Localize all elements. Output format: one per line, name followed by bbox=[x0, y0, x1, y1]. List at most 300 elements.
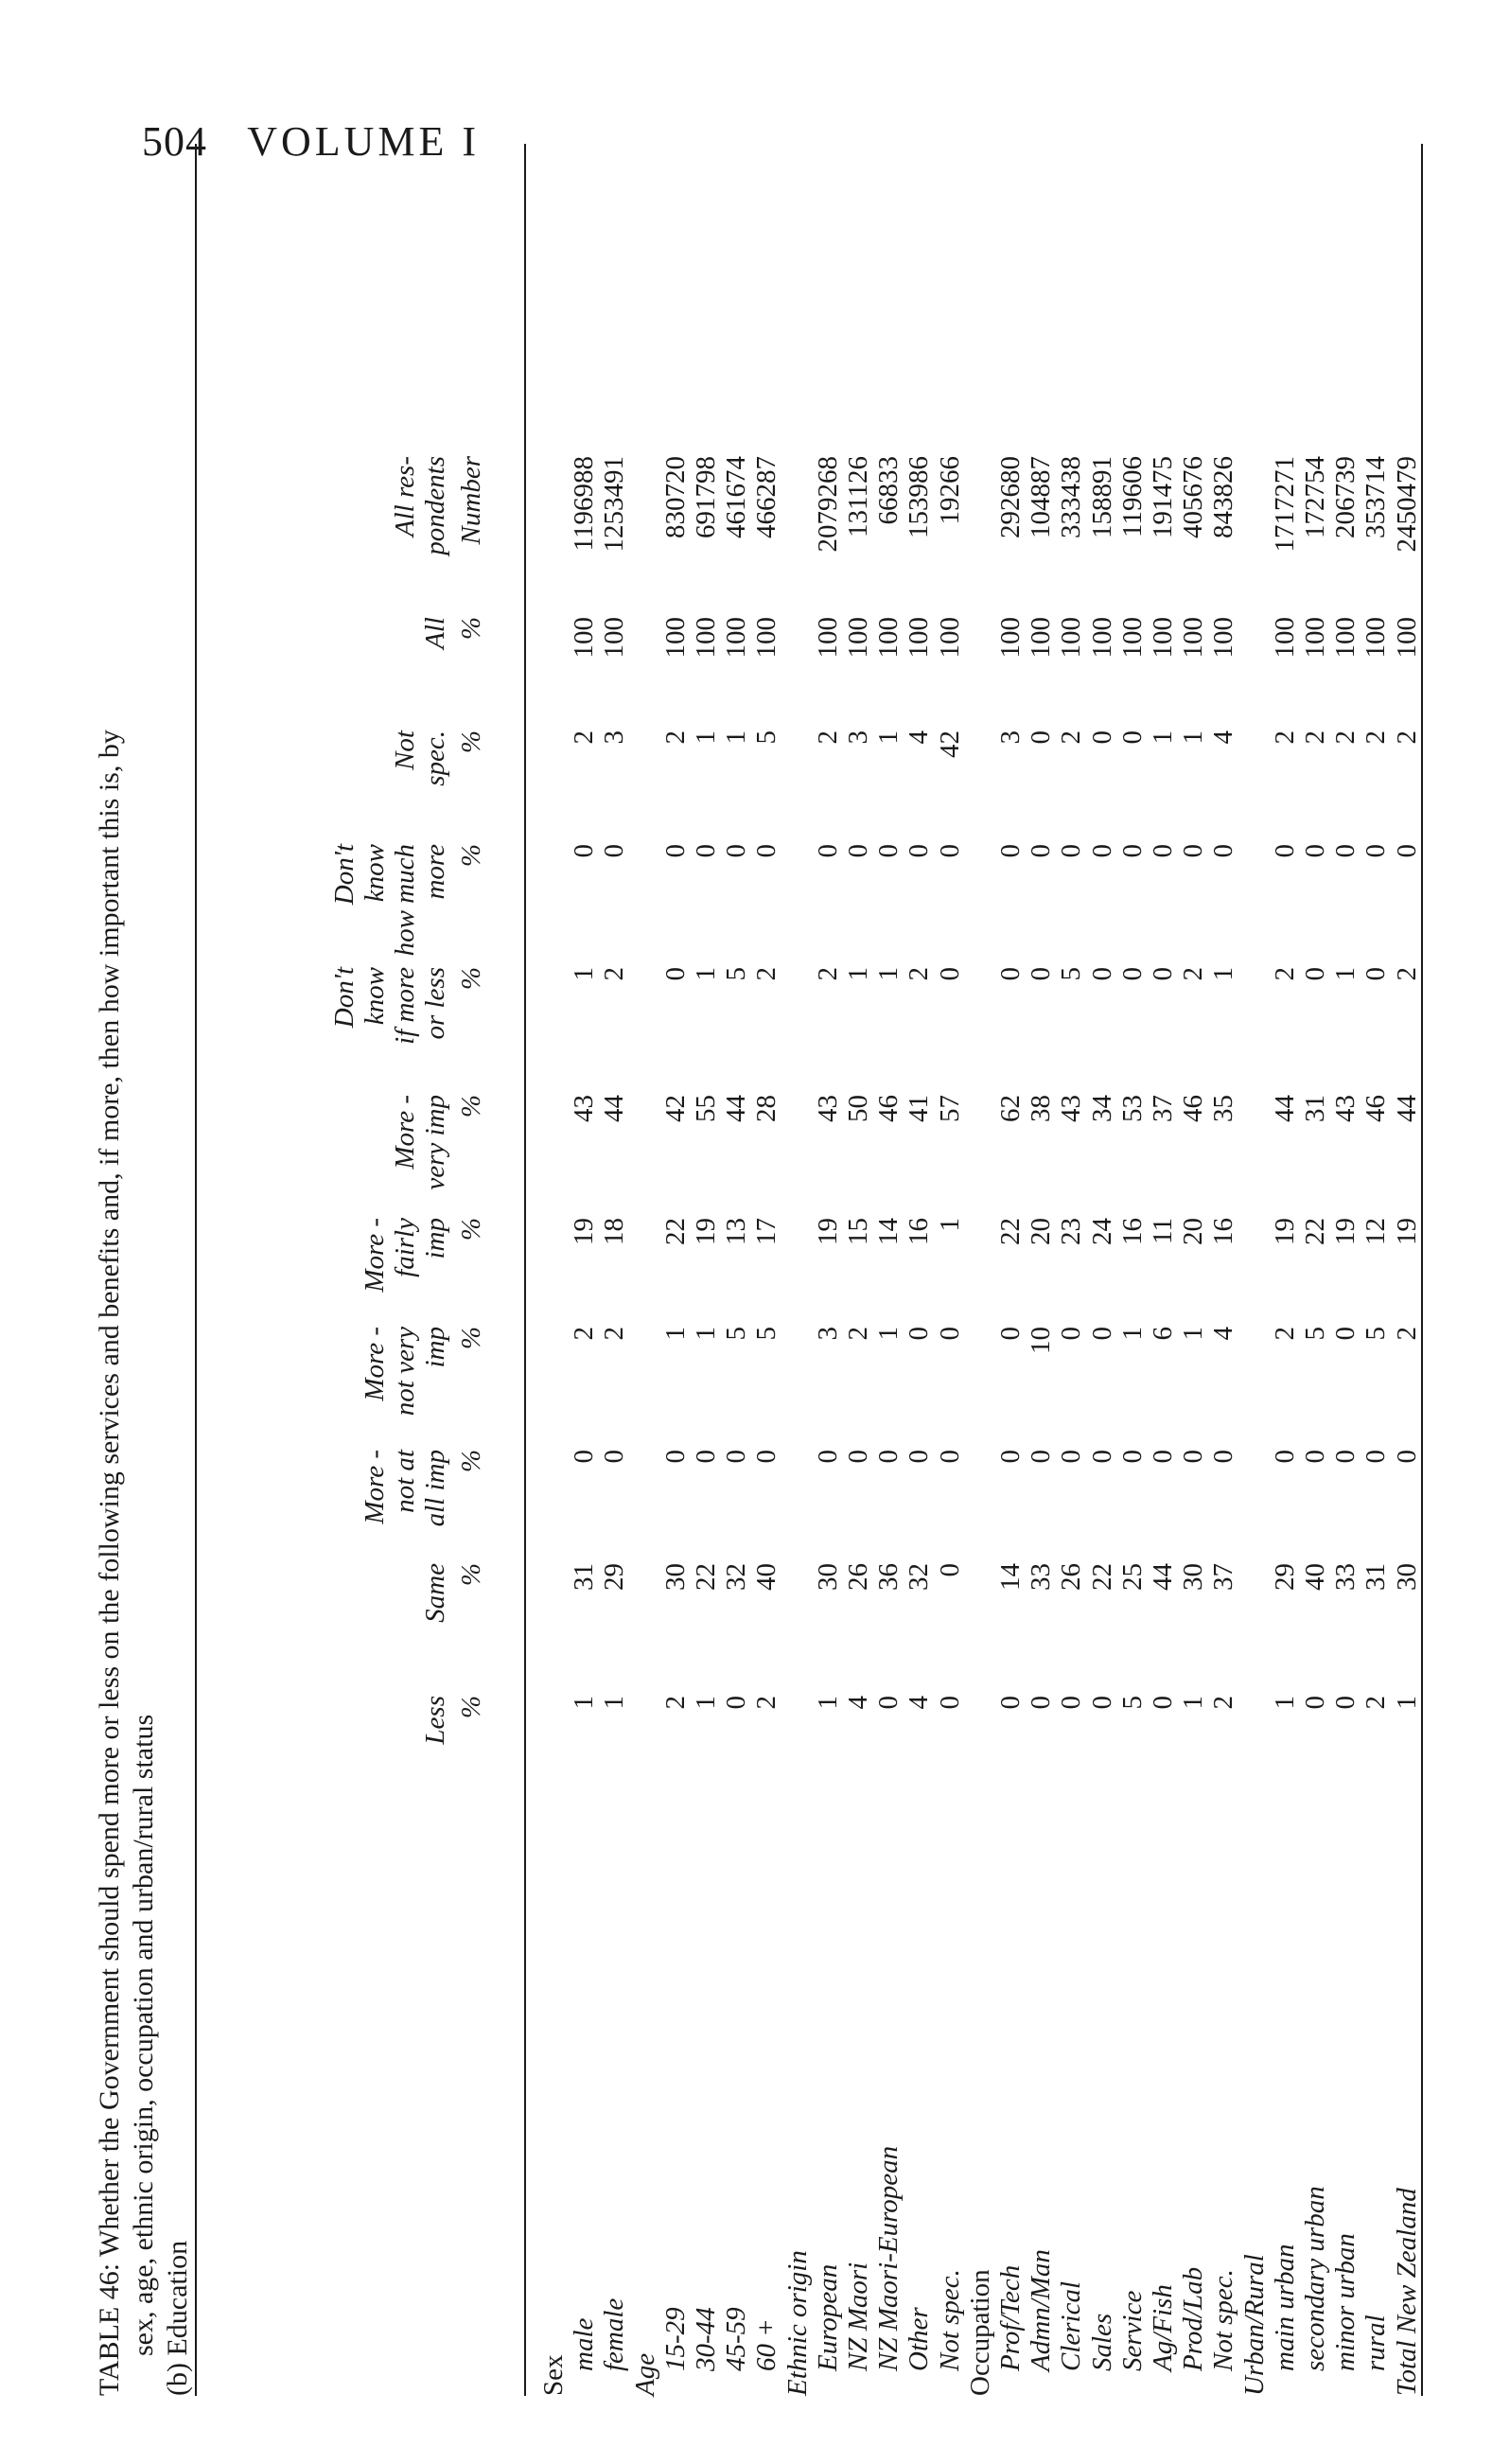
table-cell: 20 bbox=[1026, 1218, 1057, 1245]
table-cell: 100 bbox=[1360, 617, 1392, 659]
column-header-line: More - bbox=[360, 1218, 390, 1293]
table-cell: 1 bbox=[691, 967, 721, 981]
table-cell: 2 bbox=[1330, 730, 1361, 745]
table-cell: 100 bbox=[1391, 617, 1422, 659]
table-cell: 2 bbox=[1269, 730, 1300, 745]
row-label: Ag/Fish bbox=[1148, 2284, 1178, 2371]
table-cell: 0 bbox=[1330, 1327, 1361, 1341]
table-cell: 29 bbox=[1269, 1563, 1300, 1591]
column-header-line bbox=[360, 617, 390, 768]
table-cell: 1 bbox=[569, 967, 600, 981]
row-label: Prof/Tech bbox=[995, 2264, 1026, 2371]
row-label: Service bbox=[1116, 2290, 1148, 2371]
table-cell: 0 bbox=[1208, 844, 1239, 858]
column-header-line: pondents bbox=[420, 456, 450, 555]
table-cell: 24 bbox=[1086, 1218, 1117, 1245]
table-cell: 0 bbox=[1086, 1327, 1117, 1341]
table-cell: 2 bbox=[569, 730, 600, 745]
table-cell: 0 bbox=[1300, 1450, 1330, 1464]
table-cell: 12 bbox=[1360, 1218, 1392, 1245]
table-cell: 0 bbox=[995, 1450, 1026, 1464]
table-cell: 100 bbox=[1330, 617, 1361, 659]
table-cell: 22 bbox=[659, 1218, 691, 1245]
column-header-line: Don't bbox=[329, 844, 360, 906]
row-label: NZ Maori-European bbox=[873, 2145, 904, 2371]
table-cell: 0 bbox=[1026, 1696, 1057, 1710]
table-cell: 0 bbox=[721, 844, 752, 858]
volume-title: VOLUME I bbox=[247, 118, 481, 165]
table-cell: 153986 bbox=[904, 456, 935, 538]
table-cell: 0 bbox=[1208, 1450, 1239, 1464]
table-cell: 0 bbox=[751, 844, 782, 858]
table-cell: 100 bbox=[1026, 617, 1057, 659]
table-cell: 0 bbox=[1086, 1450, 1117, 1464]
table-cell: 42 bbox=[659, 1095, 691, 1122]
table-row bbox=[1086, 144, 1118, 2396]
table-cell: 405676 bbox=[1178, 456, 1209, 538]
table-cell: 5 bbox=[1360, 1327, 1392, 1341]
table-cell: 0 bbox=[569, 844, 600, 858]
column-header-line: know bbox=[360, 967, 390, 1026]
column-unit: % bbox=[456, 1563, 486, 1587]
table-cell: 55 bbox=[691, 1095, 721, 1122]
table-cell: 22 bbox=[691, 1563, 721, 1591]
table-cell: 0 bbox=[1026, 1450, 1057, 1464]
table-cell: 0 bbox=[1360, 967, 1392, 981]
table-cell: 100 bbox=[904, 617, 935, 659]
table-cell: 43 bbox=[1056, 1095, 1087, 1122]
table-row bbox=[1055, 144, 1087, 2396]
table-row bbox=[598, 144, 630, 2396]
table-row bbox=[903, 144, 935, 2396]
table-cell: 1 bbox=[1391, 1696, 1422, 1710]
table-cell: 26 bbox=[843, 1563, 873, 1591]
table-cell: 2 bbox=[1056, 730, 1087, 745]
table-cell: 100 bbox=[1116, 617, 1148, 659]
table-row bbox=[1360, 144, 1392, 2396]
table-cell: 2 bbox=[1360, 730, 1392, 745]
table-cell: 0 bbox=[1178, 844, 1209, 858]
table-cell: 0 bbox=[1391, 1450, 1422, 1464]
table-row bbox=[781, 144, 814, 2396]
table-cell: 16 bbox=[904, 1218, 935, 1245]
column-header-line: Same bbox=[420, 1563, 450, 1623]
column-unit: % bbox=[456, 1450, 486, 1473]
row-label: Admn/Man bbox=[1026, 2249, 1057, 2371]
table-cell: 2 bbox=[659, 730, 691, 745]
table-cell: 3 bbox=[599, 730, 630, 745]
row-label: Prod/Lab bbox=[1178, 2266, 1209, 2371]
row-label: 45-59 bbox=[721, 2307, 752, 2371]
row-label: NZ Maori bbox=[843, 2262, 873, 2371]
table-cell: 0 bbox=[1086, 1696, 1117, 1710]
table-cell: 0 bbox=[1116, 967, 1148, 981]
table-cell: 0 bbox=[904, 844, 935, 858]
table-cell: 30 bbox=[812, 1563, 843, 1591]
table-cell: 16 bbox=[1116, 1218, 1148, 1245]
table-cell: 333438 bbox=[1056, 456, 1087, 538]
table-row bbox=[1238, 144, 1271, 2396]
column-unit: % bbox=[456, 1218, 486, 1241]
table-cell: 2 bbox=[812, 967, 843, 981]
table-cell: 1 bbox=[1178, 730, 1209, 745]
table-cell: 0 bbox=[1026, 730, 1057, 745]
table-cell: 100 bbox=[1178, 617, 1209, 659]
column-unit: % bbox=[456, 967, 486, 991]
table-cell: 5 bbox=[721, 967, 752, 981]
table-cell: 100 bbox=[812, 617, 843, 659]
table-cell: 100 bbox=[873, 617, 904, 659]
table-cell: 461674 bbox=[721, 456, 752, 538]
table-cell: 10 bbox=[1026, 1327, 1057, 1354]
table-cell: 2 bbox=[569, 1327, 600, 1341]
table-cell: 0 bbox=[1056, 1450, 1087, 1464]
table-cell: 0 bbox=[1086, 730, 1117, 745]
table-cell: 0 bbox=[995, 844, 1026, 858]
table-row bbox=[659, 144, 692, 2396]
table-cell: 0 bbox=[904, 1327, 935, 1341]
table-cell: 19 bbox=[1391, 1218, 1422, 1245]
table-cell: 43 bbox=[812, 1095, 843, 1122]
table-cell: 1 bbox=[1116, 1327, 1148, 1341]
table-cell: 0 bbox=[1360, 844, 1392, 858]
table-row bbox=[1025, 144, 1057, 2396]
table-cell: 100 bbox=[1269, 617, 1300, 659]
table-cell: 292680 bbox=[995, 456, 1026, 538]
row-label: 60 + bbox=[751, 2318, 782, 2371]
table-row bbox=[934, 144, 966, 2396]
table-cell: 30 bbox=[1178, 1563, 1209, 1591]
row-label: Age bbox=[629, 2352, 660, 2396]
table-cell: 100 bbox=[995, 617, 1026, 659]
table-cell: 0 bbox=[659, 1450, 691, 1464]
table-cell: 0 bbox=[659, 844, 691, 858]
table-cell: 14 bbox=[995, 1563, 1026, 1591]
column-unit: % bbox=[456, 1327, 486, 1350]
table-cell: 0 bbox=[1056, 1327, 1087, 1341]
page-number: 504 bbox=[142, 118, 207, 165]
table-cell: 1196988 bbox=[569, 456, 600, 552]
row-label: Not spec. bbox=[1208, 2269, 1239, 2371]
column-header-line: imp bbox=[420, 1218, 450, 1259]
table-cell: 100 bbox=[1148, 617, 1178, 659]
table-cell: 0 bbox=[721, 1696, 752, 1710]
column-header-line: More - bbox=[360, 1450, 390, 1524]
table-cell: 19 bbox=[1269, 1218, 1300, 1245]
table-cell: 1 bbox=[569, 1696, 600, 1710]
header-rule bbox=[524, 144, 526, 2396]
table-cell: 0 bbox=[1148, 967, 1178, 981]
table-cell: 1 bbox=[1269, 1696, 1300, 1710]
table-cell: 2 bbox=[751, 1696, 782, 1710]
row-label: secondary urban bbox=[1300, 2186, 1330, 2371]
rotated-table bbox=[85, 125, 1429, 2396]
table-row bbox=[1177, 144, 1209, 2396]
table-cell: 4 bbox=[904, 1696, 935, 1710]
table-cell: 2 bbox=[599, 967, 630, 981]
column-unit: % bbox=[456, 1696, 486, 1719]
table-cell: 2 bbox=[904, 967, 935, 981]
table-row bbox=[629, 144, 661, 2396]
table-row bbox=[812, 144, 844, 2396]
table-row bbox=[842, 144, 874, 2396]
table-cell: 35 bbox=[1208, 1095, 1239, 1122]
table-cell: 26 bbox=[1056, 1563, 1087, 1591]
table-cell: 0 bbox=[934, 967, 965, 981]
table-row bbox=[964, 144, 996, 2396]
table-cell: 4 bbox=[1208, 730, 1239, 745]
table-cell: 0 bbox=[1056, 1696, 1087, 1710]
table-cell: 2 bbox=[1360, 1696, 1392, 1710]
table-row bbox=[750, 144, 782, 2396]
table-cell: 22 bbox=[1300, 1218, 1330, 1245]
table-cell: 100 bbox=[843, 617, 873, 659]
table-cell: 5 bbox=[751, 1327, 782, 1341]
table-cell: 100 bbox=[721, 617, 752, 659]
table-cell: 44 bbox=[1391, 1095, 1422, 1122]
table-cell: 2 bbox=[659, 1696, 691, 1710]
table-row bbox=[1329, 144, 1361, 2396]
table-cell: 33 bbox=[1026, 1563, 1057, 1591]
table-row bbox=[690, 144, 722, 2396]
table-cell: 1717271 bbox=[1269, 456, 1300, 553]
table-cell: 4 bbox=[843, 1696, 873, 1710]
table-cell: 0 bbox=[1026, 844, 1057, 858]
column-header-line: More - bbox=[390, 1095, 420, 1170]
table-cell: 41 bbox=[904, 1095, 935, 1122]
row-label: Not spec. bbox=[934, 2269, 965, 2371]
table-cell: 50 bbox=[843, 1095, 873, 1122]
table-cell: 3 bbox=[843, 730, 873, 745]
table-cell: 0 bbox=[1330, 844, 1361, 858]
table-cell: 44 bbox=[1148, 1563, 1178, 1591]
table-cell: 1 bbox=[1178, 1696, 1209, 1710]
top-rule bbox=[195, 144, 197, 2396]
table-cell: 5 bbox=[751, 730, 782, 745]
table-cell: 131126 bbox=[843, 456, 873, 537]
table-cell: 100 bbox=[751, 617, 782, 659]
column-unit: % bbox=[456, 1095, 486, 1118]
column-header-line: Not bbox=[390, 730, 420, 770]
table-cell: 31 bbox=[569, 1563, 600, 1591]
table-row bbox=[537, 144, 570, 2396]
table-cell: 0 bbox=[843, 1450, 873, 1464]
table-cell: 2 bbox=[1178, 967, 1209, 981]
table-cell: 37 bbox=[1148, 1095, 1178, 1122]
table-cell: 19 bbox=[812, 1218, 843, 1245]
table-cell: 46 bbox=[1360, 1095, 1392, 1122]
column-unit: % bbox=[456, 617, 486, 641]
table-cell: 0 bbox=[934, 1696, 965, 1710]
table-cell: 43 bbox=[1330, 1095, 1361, 1122]
table-row bbox=[1391, 144, 1423, 2396]
table-row bbox=[994, 144, 1027, 2396]
caption-line-3: (b) Education bbox=[162, 2240, 193, 2396]
table-cell: 2079268 bbox=[812, 456, 843, 553]
row-label: main urban bbox=[1269, 2244, 1300, 2371]
table-cell: 6 bbox=[1148, 1327, 1178, 1341]
table-cell: 0 bbox=[1116, 1450, 1148, 1464]
column-header-line: or less bbox=[420, 967, 450, 1040]
column-header-line: spec. bbox=[420, 730, 450, 786]
table-cell: 0 bbox=[599, 1450, 630, 1464]
table-cell: 0 bbox=[934, 1450, 965, 1464]
table-caption bbox=[93, 144, 195, 2396]
table-cell: 100 bbox=[569, 617, 600, 659]
table-cell: 0 bbox=[1086, 967, 1117, 981]
row-label: Other bbox=[904, 2307, 935, 2371]
table-cell: 1253491 bbox=[599, 456, 630, 553]
table-cell: 22 bbox=[995, 1218, 1026, 1245]
column-unit: Number bbox=[456, 456, 486, 545]
table-cell: 62 bbox=[995, 1095, 1026, 1122]
table-cell: 100 bbox=[1300, 617, 1330, 659]
table-cell: 0 bbox=[1178, 1450, 1209, 1464]
table-cell: 0 bbox=[691, 844, 721, 858]
table-cell: 30 bbox=[659, 1563, 691, 1591]
table-cell: 206739 bbox=[1330, 456, 1361, 538]
table-cell: 1 bbox=[873, 730, 904, 745]
table-cell: 0 bbox=[1269, 1450, 1300, 1464]
table-cell: 0 bbox=[843, 844, 873, 858]
column-unit: % bbox=[456, 844, 486, 868]
table-row bbox=[568, 144, 600, 2396]
table-cell: 1 bbox=[873, 967, 904, 981]
table-cell: 0 bbox=[721, 1450, 752, 1464]
table-cell: 43 bbox=[569, 1095, 600, 1122]
table-cell: 1 bbox=[599, 1696, 630, 1710]
table-cell: 2 bbox=[1269, 967, 1300, 981]
table-cell: 1 bbox=[1208, 967, 1239, 981]
table-cell: 3 bbox=[995, 730, 1026, 745]
table-cell: 1 bbox=[1148, 730, 1178, 745]
table-cell: 0 bbox=[1330, 1696, 1361, 1710]
table-cell: 100 bbox=[659, 617, 691, 659]
column-header-line: know bbox=[360, 844, 390, 903]
table-cell: 46 bbox=[1178, 1095, 1209, 1122]
table-cell: 172754 bbox=[1300, 456, 1330, 538]
column-unit: % bbox=[456, 730, 486, 754]
table-cell: 100 bbox=[934, 617, 965, 659]
table-cell: 38 bbox=[1026, 1095, 1057, 1122]
table-cell: 20 bbox=[1178, 1218, 1209, 1245]
table-cell: 22 bbox=[1086, 1563, 1117, 1591]
table-cell: 0 bbox=[1391, 844, 1422, 858]
table-cell: 0 bbox=[1300, 1696, 1330, 1710]
table-cell: 1 bbox=[934, 1218, 965, 1232]
table-cell: 0 bbox=[1300, 844, 1330, 858]
table-cell: 17 bbox=[751, 1218, 782, 1245]
table-cell: 1 bbox=[1330, 967, 1361, 981]
table-cell: 0 bbox=[934, 844, 965, 858]
table-cell: 19 bbox=[569, 1218, 600, 1245]
table-cell: 0 bbox=[995, 1696, 1026, 1710]
table-cell: 0 bbox=[1330, 1450, 1361, 1464]
table-cell: 2450479 bbox=[1391, 456, 1422, 553]
table-cell: 32 bbox=[721, 1563, 752, 1591]
table-cell: 0 bbox=[691, 1450, 721, 1464]
table-cell: 1 bbox=[659, 1327, 691, 1341]
row-label: 15-29 bbox=[659, 2307, 691, 2371]
table-cell: 40 bbox=[751, 1563, 782, 1591]
row-label: Occupation bbox=[964, 2269, 995, 2396]
table-cell: 0 bbox=[659, 967, 691, 981]
table-cell: 191475 bbox=[1148, 456, 1178, 538]
table-cell: 23 bbox=[1056, 1218, 1087, 1245]
column-header-line: Don't bbox=[329, 967, 360, 1029]
column-header-line: fairly bbox=[390, 1218, 420, 1277]
table-row bbox=[1299, 144, 1331, 2396]
table-cell: 32 bbox=[904, 1563, 935, 1591]
column-header-line: more bbox=[420, 844, 450, 900]
row-label: European bbox=[812, 2263, 843, 2371]
table-cell: 104887 bbox=[1026, 456, 1057, 538]
table-cell: 2 bbox=[843, 1327, 873, 1341]
table-cell: 1 bbox=[721, 730, 752, 745]
table-cell: 44 bbox=[721, 1095, 752, 1122]
table-row bbox=[872, 144, 904, 2396]
column-header bbox=[329, 456, 486, 607]
table-cell: 2 bbox=[1208, 1696, 1239, 1710]
table-cell: 2 bbox=[1300, 730, 1330, 745]
table-cell: 0 bbox=[1116, 844, 1148, 858]
table-cell: 158891 bbox=[1086, 456, 1117, 538]
table-cell: 42 bbox=[934, 730, 965, 758]
table-cell: 100 bbox=[1056, 617, 1087, 659]
row-label: Ethnic origin bbox=[781, 2250, 813, 2396]
table-cell: 5 bbox=[1056, 967, 1087, 981]
row-label: Sex bbox=[538, 2354, 569, 2396]
row-label: female bbox=[599, 2297, 630, 2371]
table-cell: 0 bbox=[1116, 730, 1148, 745]
row-label: Sales bbox=[1086, 2313, 1117, 2371]
table-cell: 5 bbox=[1116, 1696, 1148, 1710]
row-label: 30-44 bbox=[691, 2307, 721, 2371]
table-cell: 691798 bbox=[691, 456, 721, 538]
row-label: Urban/Rural bbox=[1238, 2254, 1270, 2396]
table-cell: 3 bbox=[812, 1327, 843, 1341]
table-cell: 0 bbox=[569, 1450, 600, 1464]
column-header-line bbox=[360, 456, 390, 607]
table-cell: 0 bbox=[1269, 844, 1300, 858]
table-cell: 2 bbox=[599, 1327, 630, 1341]
column-header-line: All bbox=[420, 617, 450, 649]
row-label: rural bbox=[1360, 2314, 1392, 2371]
table-cell: 0 bbox=[904, 1450, 935, 1464]
row-label: minor urban bbox=[1330, 2233, 1361, 2371]
table-cell: 66833 bbox=[873, 456, 904, 525]
table-cell: 25 bbox=[1116, 1563, 1148, 1591]
column-header-line: Less bbox=[420, 1696, 450, 1745]
table-cell: 1 bbox=[873, 1327, 904, 1341]
table-cell: 2 bbox=[1269, 1327, 1300, 1341]
table-cell: 2 bbox=[1391, 1327, 1422, 1341]
table-cell: 466287 bbox=[751, 456, 782, 538]
table-cell: 353714 bbox=[1360, 456, 1392, 538]
table-cell: 0 bbox=[1360, 1450, 1392, 1464]
table-cell: 0 bbox=[599, 844, 630, 858]
table-cell: 28 bbox=[751, 1095, 782, 1122]
table-cell: 0 bbox=[751, 1450, 782, 1464]
table-row bbox=[720, 144, 752, 2396]
column-header-line: not very bbox=[390, 1327, 420, 1417]
table-cell: 34 bbox=[1086, 1095, 1117, 1122]
table-cell: 14 bbox=[873, 1218, 904, 1245]
column-header-line: imp bbox=[420, 1327, 450, 1368]
table-cell: 0 bbox=[873, 1450, 904, 1464]
column-header-line: if more bbox=[390, 967, 420, 1045]
table-cell: 100 bbox=[1208, 617, 1239, 659]
